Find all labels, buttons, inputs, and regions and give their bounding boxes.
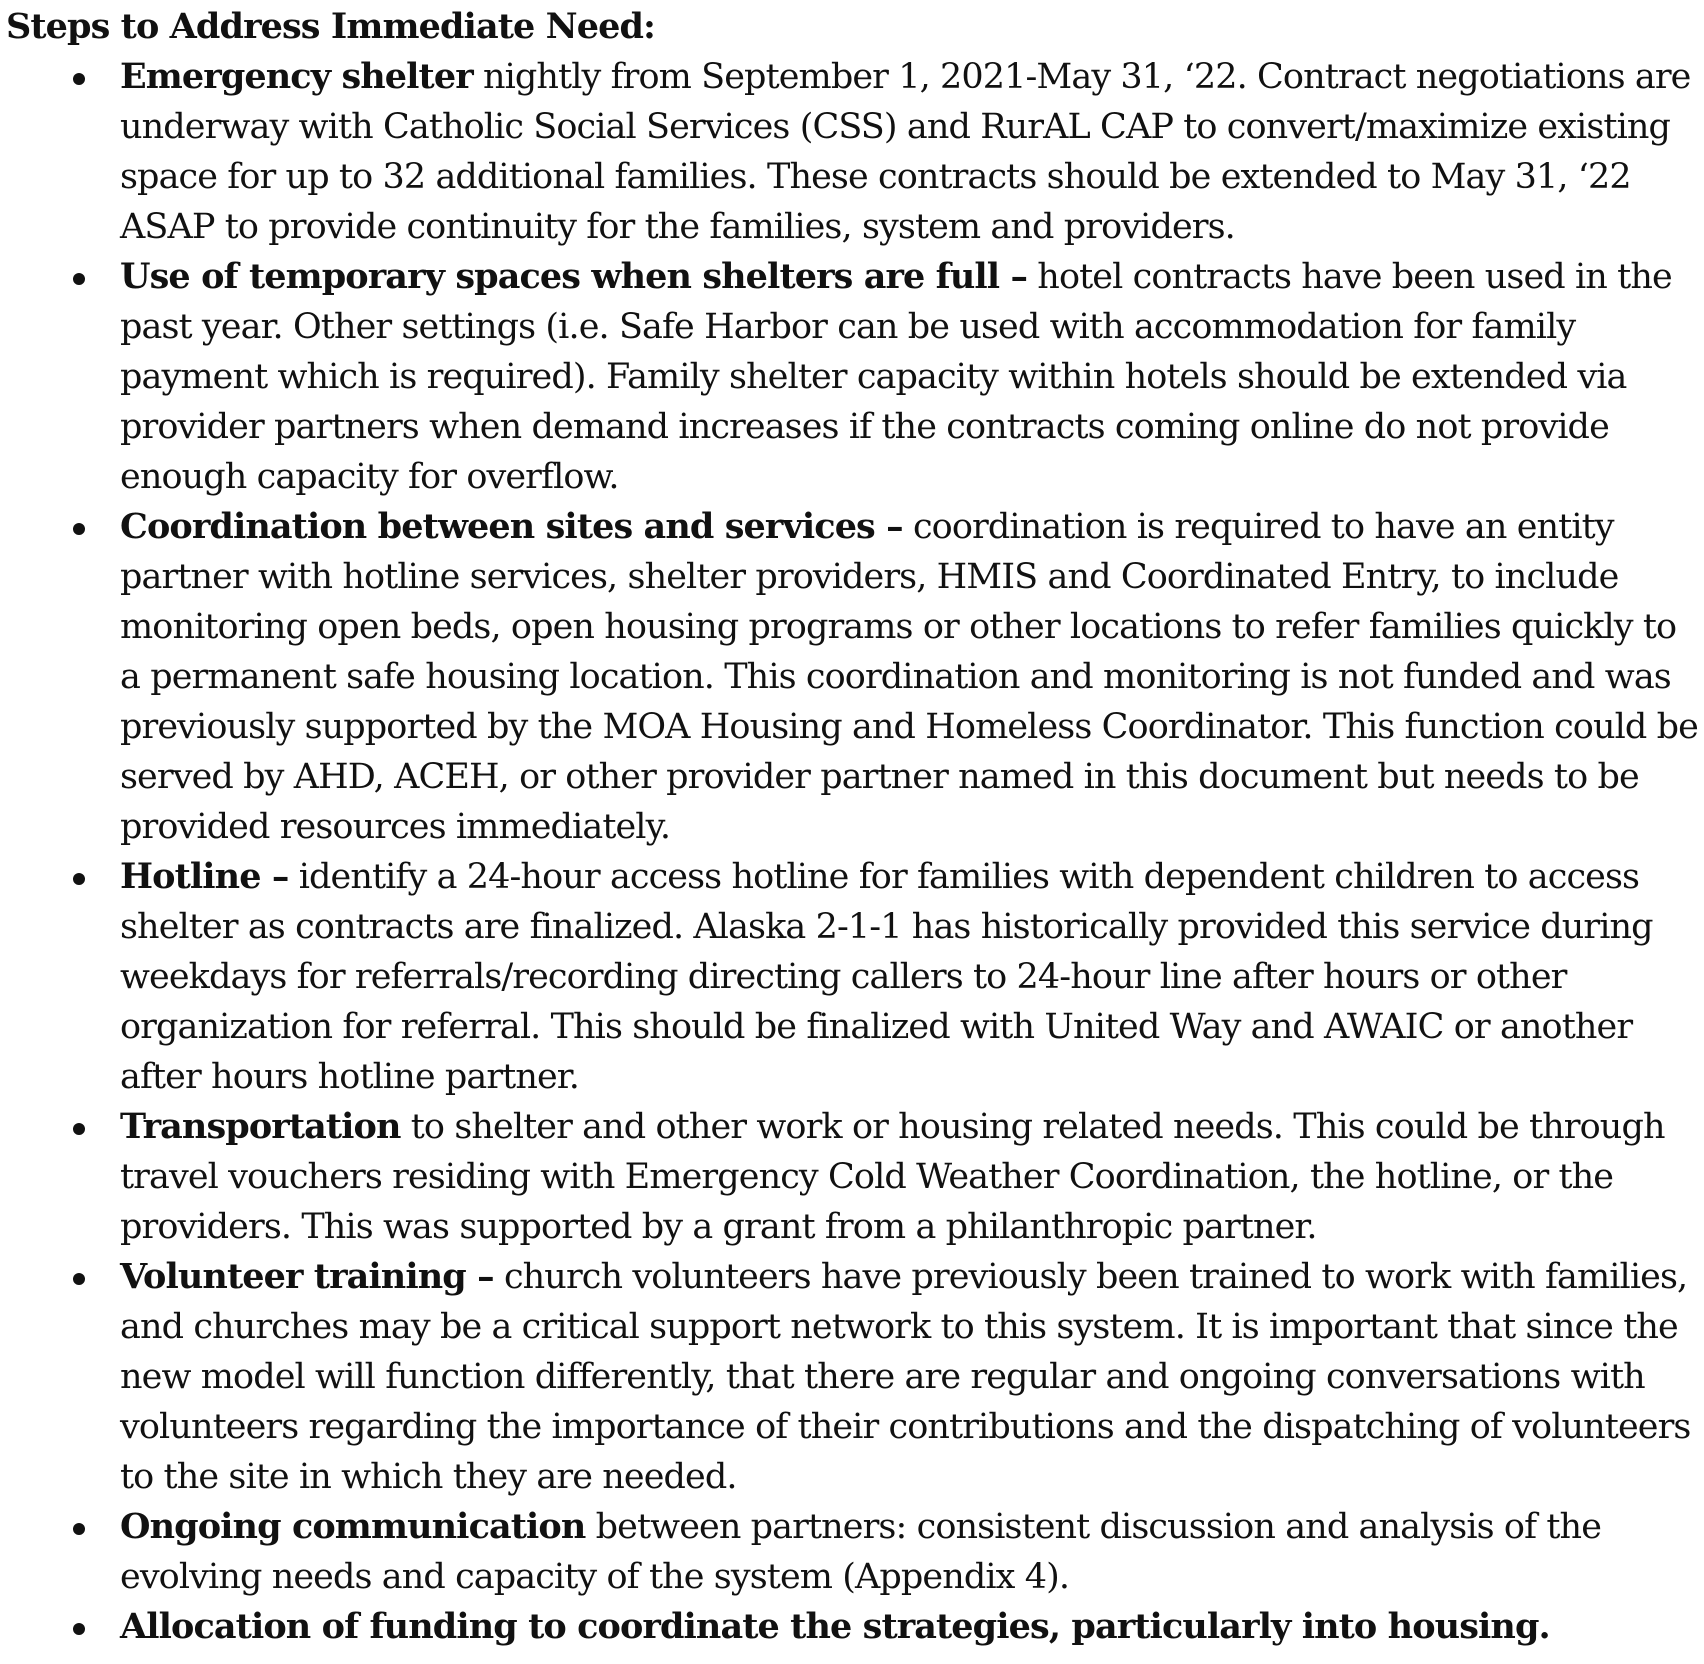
steps-list [6, 52, 1698, 1652]
list-item-temporary-spaces [6, 252, 1698, 502]
list-item-emergency-shelter [6, 52, 1698, 252]
item-title: Coordination between sites and services – [120, 506, 903, 547]
item-text: nightly from September 1, 2021-May 31, ‘22. Contract negotiations are underway with Catholic Social Services (CSS) and RurAL CAP to convert/maximize existing space for up to 32 additional families. These contracts should be extended to May 31, ‘22 ASAP to provide continuity for the families, system and providers. [120, 57, 1691, 247]
bullet-icon [73, 523, 85, 535]
item-title: Allocation of funding to coordinate the strategies, particularly into housing. [120, 1606, 1550, 1647]
section-heading: Steps to Address Immediate Need: [6, 6, 656, 47]
list-item-hotline [6, 852, 1698, 1102]
item-text: identify a 24-hour access hotline for families with dependent children to access shelter as contracts are finalized. Alaska 2-1-1 has historically provided this service during weekdays for referrals/recording directing callers to 24-hour line after hours or other organization for referral. This should be finalized with United Way and AWAIC or another after hours hotline partner. [120, 857, 1653, 1097]
item-title: Use of temporary spaces when shelters are full – [120, 256, 1028, 297]
bullet-icon [73, 1523, 85, 1535]
item-title: Emergency shelter [120, 56, 473, 97]
item-title: Ongoing communication [120, 1506, 586, 1547]
item-text: coordination is required to have an entity partner with hotline services, shelter providers, HMIS and Coordinated Entry, to include monitoring open beds, open housing programs or other locations to refer families quickly to a permanent safe housing location. This coordination and monitoring is not funded and was previously supported by the MOA Housing and Homeless Coordinator. This function could be served by AHD, ACEH, or other provider partner named in this document but needs to be provided resources immediately. [120, 507, 1698, 847]
item-title: Hotline – [120, 856, 289, 897]
item-title: Volunteer training – [120, 1256, 494, 1297]
bullet-icon [73, 1273, 85, 1285]
bullet-icon [73, 1623, 85, 1635]
item-text: church volunteers have previously been trained to work with families, and churches may be a critical support network to this system. It is important that since the new model will function differently, that there are regular and ongoing conversations with volunteers regarding the importance of their contributions and the dispatching of volunteers to the site in which they are needed. [120, 1257, 1691, 1497]
list-item-transportation [6, 1102, 1698, 1252]
document-page [6, 2, 1698, 1652]
bullet-icon [73, 1123, 85, 1135]
bullet-icon [73, 273, 85, 285]
item-text: between partners: consistent discussion and analysis of the evolving needs and capacity of the system (Appendix 4). [120, 1507, 1602, 1597]
list-item-ongoing-communication [6, 1502, 1698, 1602]
list-item-allocation-of-funding [6, 1602, 1698, 1652]
bullet-icon [73, 873, 85, 885]
item-title: Transportation [120, 1106, 401, 1147]
list-item-volunteer-training [6, 1252, 1698, 1502]
item-text: to shelter and other work or housing related needs. This could be through travel vouchers residing with Emergency Cold Weather Coordination, the hotline, or the providers. This was supported by a grant from a philanthropic partner. [120, 1107, 1665, 1247]
list-item-coordination [6, 502, 1698, 852]
bullet-icon [73, 73, 85, 85]
item-text: hotel contracts have been used in the past year. Other settings (i.e. Safe Harbor can be used with accommodation for family payment which is required). Family shelter capacity within hotels should be extended via provider partners when demand increases if the contracts coming online do not provide enough capacity for overflow. [120, 257, 1672, 497]
